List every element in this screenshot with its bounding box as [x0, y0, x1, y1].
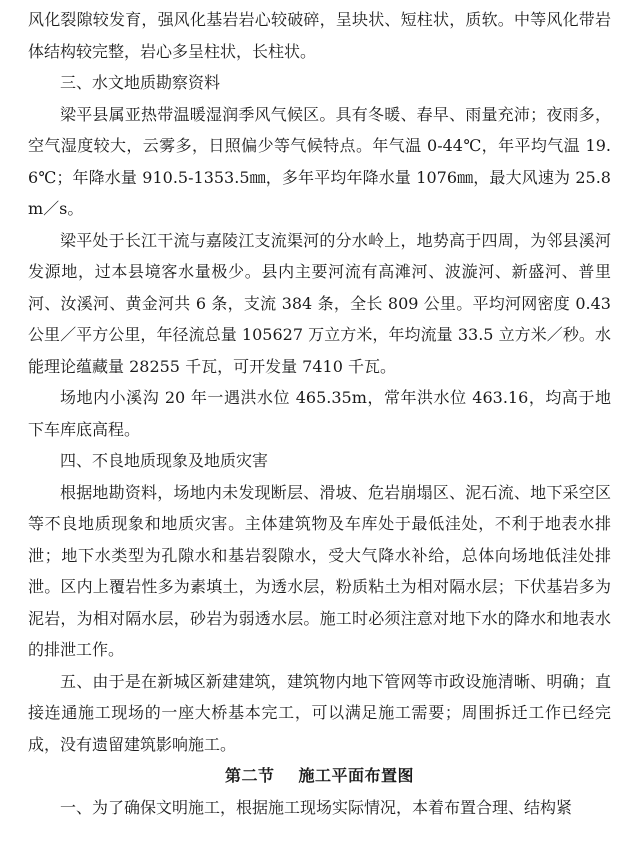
paragraph-layout-intro: 一、为了确保文明施工，根据施工现场实际情况，本着布置合理、结构紧: [60, 797, 573, 817]
heading-hydrogeology: 三、水文地质勘察资料: [60, 73, 221, 92]
paragraph-flood-level: 场地内小溪沟 20 年一遇洪水位 465.35m，常年洪水位 463.16，均高于地下车库底高程。: [28, 388, 611, 439]
paragraph-climate: 梁平县属亚热带温暖湿润季风气候区。具有冬暖、春早、雨量充沛；夜雨多，空气湿度较大，云雾多，日照偏少等气候特点。年气温 0-44℃，年平均气温 19.6℃；年降水量 910.5-1353.5㎜，多年平均年降水量 1076㎜，最大风速为 25.8m／s。: [28, 104, 611, 218]
paragraph-weathering: 风化裂隙较发育，强风化基岩岩心较破碎，呈块状、短柱状，质软。中等风化带岩体结构较完整，岩心多呈柱状，长柱状。: [28, 10, 611, 61]
chapter-number: 第二节: [224, 766, 275, 785]
paragraph-hazards: 根据地勘资料，场地内未发现断层、滑坡、危岩崩塌区、泥石流、地下采空区等不良地质现象和地质灾害。主体建筑物及车库处于最低洼处，不利于地表水排泄；地下水类型为孔隙水和基岩裂隙水，受大气降水补给，总体向场地低洼处排泄。区内上覆岩性多为素填土，为透水层，粉质粘土为相对隔水层；下伏基岩多为泥岩，为相对隔水层，砂岩为弱透水层。施工时必须注意对地下水的降水和地表水的排泄工作。: [28, 482, 611, 659]
paragraph-site-conditions: 五、由于是在新城区新建建筑，建筑物内地下管网等市政设施清晰、明确；直接连通施工现场的一座大桥基本完工，可以满足施工需要；周围拆迁工作已经完成，没有遗留建筑影响施工。: [28, 671, 611, 754]
paragraph-rivers: 梁平处于长江干流与嘉陵江支流渠河的分水岭上，地势高于四周，为邻县溪河发源地，过本县境客水量极少。县内主要河流有高滩河、波漩河、新盛河、普里河、汝溪河、黄金河共 6 条，支流 384 条，全长 809 公里。平均河网密度 0.43 公里／平方公里，年径流总量 105627 万立方米，年均流量 33.5 立方米／秒。水能理论蕴藏量 28255 千瓦，可开发量 7410 千瓦。: [28, 230, 611, 376]
chapter-title: [28, 760, 611, 792]
heading-geological-hazards: 四、不良地质现象及地质灾害: [60, 451, 269, 470]
chapter-name: 施工平面布置图: [298, 766, 415, 785]
